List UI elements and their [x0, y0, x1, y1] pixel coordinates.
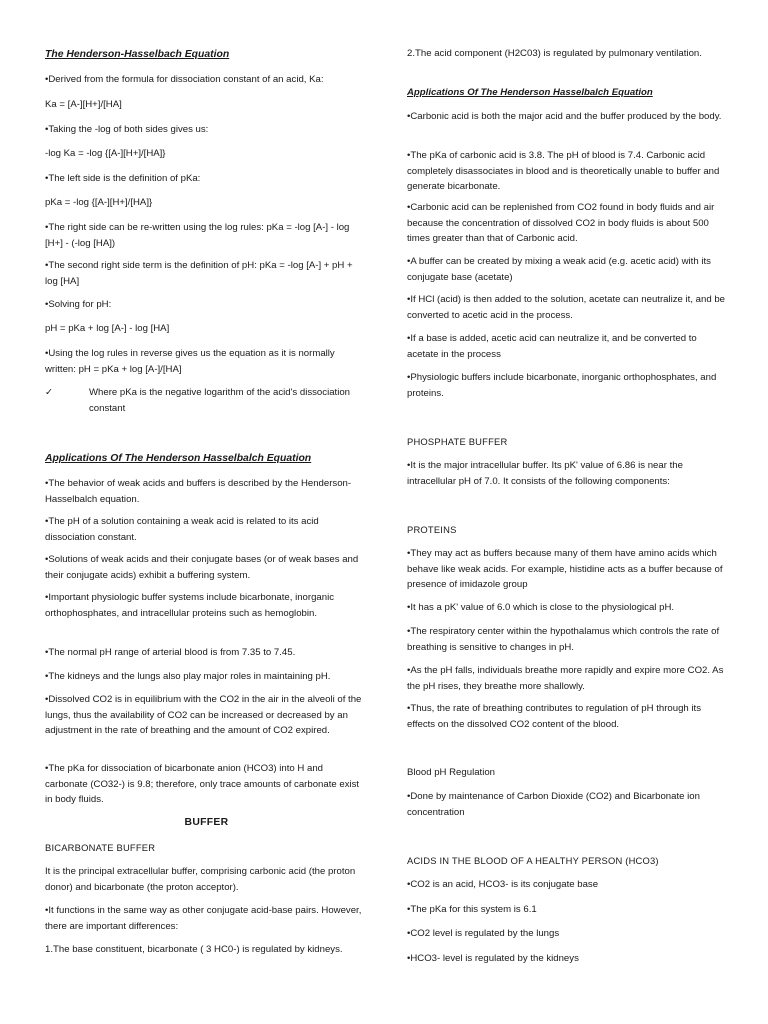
- paragraph: •CO2 level is regulated by the lungs: [407, 928, 560, 939]
- paragraph: •The kidneys and the lungs also play major roles in maintaining pH.: [45, 671, 331, 682]
- check-icon: ✓: [45, 387, 54, 398]
- paragraph: •The right side can be re-written using the log rules: pKa = -log [A-] - log [H+] - (-log [HA]): [45, 222, 350, 249]
- subsection-heading: ACIDS IN THE BLOOD OF A HEALTHY PERSON (HCO3): [407, 855, 659, 866]
- paragraph: •Taking the -log of both sides gives us:: [45, 124, 209, 135]
- equation: pH = pKa + log [A-] - log [HA]: [45, 323, 170, 334]
- checklist-text: Where pKa is the negative logarithm of the acid's dissociation constant: [89, 387, 351, 414]
- paragraph: It is the principal extracellular buffer, comprising carbonic acid (the proton donor) and bicarbonate (the proton acceptor).: [45, 866, 356, 893]
- paragraph: •The pKa for this system is 6.1: [407, 904, 537, 915]
- subsection-heading: BICARBONATE BUFFER: [45, 842, 156, 853]
- section-heading: Applications Of The Henderson Hasselbalch Equation: [45, 453, 312, 464]
- paragraph: •The pKa of carbonic acid is 3.8. The pH of blood is 7.4. Carbonic acid completely disassociates in blood and is theoretically unable to buffer and generate bicarbonate.: [407, 150, 720, 192]
- paragraph: •Physiologic buffers include bicarbonate, inorganic orthophosphates, and proteins.: [407, 372, 717, 399]
- paragraph: •Derived from the formula for dissociation constant of an acid, Ka:: [45, 74, 324, 85]
- checklist-item: [45, 385, 368, 416]
- paragraph: •The left side is the definition of pKa:: [45, 173, 201, 184]
- paragraph: •Important physiologic buffer systems include bicarbonate, inorganic orthophosphates, and intracellular proteins such as hemoglobin.: [45, 592, 335, 619]
- paragraph: •If a base is added, acetic acid can neutralize it, and be converted to acetate in the process: [407, 333, 697, 360]
- subsection-heading: PROTEINS: [407, 524, 457, 535]
- paragraph: •Carbonic acid can be replenished from CO2 found in body fluids and air because the concentration of dissolved CO2 in body fluids is about 500 times greater than that of Carbonic acid.: [407, 202, 715, 244]
- paragraph: •HCO3- level is regulated by the kidneys: [407, 953, 579, 964]
- paragraph: •Using the log rules in reverse gives us the equation as it is normally written: pH = pKa + log [A-]/[HA]: [45, 348, 335, 375]
- paragraph: •If HCl (acid) is then added to the solution, acetate can neutralize it, and be converted to acetic acid in the process.: [407, 294, 726, 321]
- paragraph: •The pKa for dissociation of bicarbonate anion (HCO3) into H and carbonate (CO32-) is 9.8; therefore, only trace amounts of carbonate exist in body fluids.: [45, 763, 360, 805]
- paragraph: 2.The acid component (H2C03) is regulated by pulmonary ventilation.: [407, 48, 702, 59]
- section-heading: BUFFER: [184, 817, 229, 828]
- equation: -log Ka = -log {[A-][H+]/[HA]}: [45, 148, 166, 159]
- paragraph: •CO2 is an acid, HCO3- is its conjugate base: [407, 879, 599, 890]
- equation: Ka = [A-][H+]/[HA]: [45, 99, 122, 110]
- paragraph: •Dissolved CO2 is in equilibrium with the CO2 in the air in the alveoli of the lungs, thus the availability of CO2 can be increased or decreased by an adjustment in the rate of breathing and the amount of CO2 expired.: [45, 694, 362, 736]
- paragraph: •The normal pH range of arterial blood is from 7.35 to 7.45.: [45, 647, 296, 658]
- paragraph: •It is the major intracellular buffer. Its pK' value of 6.86 is near the intracellular pH of 7.0. It consists of the following components:: [407, 460, 683, 487]
- subsection-heading: Blood pH Regulation: [407, 767, 496, 778]
- paragraph: •Solutions of weak acids and their conjugate bases (or of weak bases and their conjugate acids) exhibit a buffering system.: [45, 554, 359, 581]
- paragraph: •Carbonic acid is both the major acid and the buffer produced by the body.: [407, 111, 722, 122]
- paragraph: •The second right side term is the definition of pH: pKa = -log [A-] + pH + log [HA]: [45, 260, 353, 287]
- paragraph: •It has a pK' value of 6.0 which is close to the physiological pH.: [407, 602, 675, 613]
- paragraph: •The respiratory center within the hypothalamus which controls the rate of breathing is sensitive to changes in pH.: [407, 626, 720, 653]
- paragraph: •The behavior of weak acids and buffers is described by the Henderson-Hasselbalch equation.: [45, 478, 352, 505]
- paragraph: •Solving for pH:: [45, 299, 112, 310]
- paragraph: •It functions in the same way as other conjugate acid-base pairs. However, there are important differences:: [45, 905, 362, 932]
- paragraph: •A buffer can be created by mixing a weak acid (e.g. acetic acid) with its conjugate base (acetate): [407, 256, 711, 283]
- equation: pKa = -log {[A-][H+]/[HA]}: [45, 197, 153, 208]
- paragraph: •Thus, the rate of breathing contributes to regulation of pH through its effects on the dissolved CO2 content of the blood.: [407, 703, 702, 730]
- paragraph: •They may act as buffers because many of them have amino acids which behave like weak acids. For example, histidine acts as a buffer because of presence of imidazole group: [407, 548, 723, 590]
- paragraph: 1.The base constituent, bicarbonate ( 3 HC0-) is regulated by kidneys.: [45, 944, 343, 955]
- paragraph: •As the pH falls, individuals breathe more rapidly and expire more CO2. As the pH rises, they breathe more shallowly.: [407, 665, 724, 692]
- paragraph: •The pH of a solution containing a weak acid is related to its acid dissociation constant.: [45, 516, 319, 543]
- paragraph: •Done by maintenance of Carbon Dioxide (CO2) and Bicarbonate ion concentration: [407, 791, 700, 818]
- section-heading: Applications Of The Henderson Hasselbalch Equation: [407, 87, 653, 98]
- page-title: The Henderson-Hasselbach Equation: [45, 49, 230, 60]
- subsection-heading: PHOSPHATE BUFFER: [407, 436, 508, 447]
